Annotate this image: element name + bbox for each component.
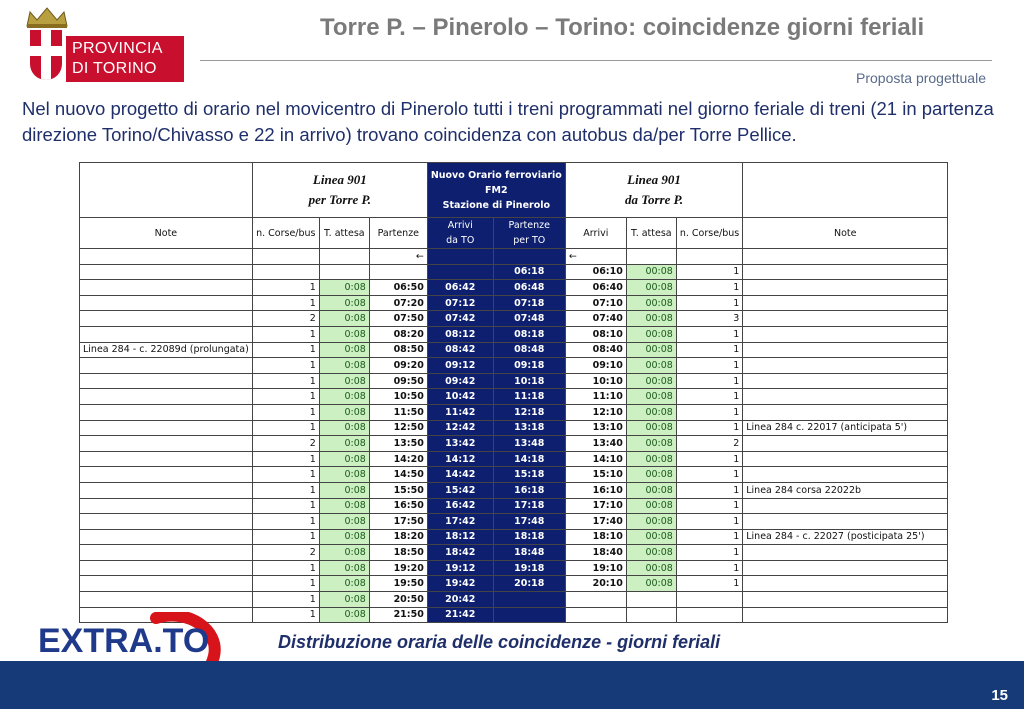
shield-icon <box>30 30 62 80</box>
table-cell: 1 <box>252 529 319 545</box>
table-cell: 1 <box>676 560 742 576</box>
table-cell: 1 <box>676 482 742 498</box>
table-cell <box>80 529 253 545</box>
table-cell: 15:42 <box>427 482 493 498</box>
table-cell <box>493 607 565 623</box>
table-row <box>80 482 948 498</box>
table-cell: 1 <box>252 592 319 608</box>
table-cell: 08:10 <box>565 326 626 342</box>
table-cell: 17:18 <box>493 498 565 514</box>
table-row <box>80 280 948 296</box>
table-cell: 19:18 <box>493 560 565 576</box>
intro-paragraph: Nel nuovo progetto di orario nel movicentro di Pinerolo tutti i treni programmati nel giorno feriale di treni (21 in partenza direzione Torino/Chivasso e 22 in arrivo) trovano coincidenza con autobus da/per Torre Pellice. <box>22 98 994 145</box>
table-cell: 14:12 <box>427 451 493 467</box>
table-cell: 00:08 <box>626 295 676 311</box>
group-linea901-per: Linea 901 per Torre P. <box>252 163 427 218</box>
table-cell: 1 <box>676 280 742 296</box>
table-cell: 0:08 <box>319 498 369 514</box>
table-cell: 00:08 <box>626 420 676 436</box>
table-cell: 1 <box>676 498 742 514</box>
table-cell <box>743 560 948 576</box>
table-cell <box>80 592 253 608</box>
table-cell: 1 <box>252 358 319 374</box>
table-row <box>80 560 948 576</box>
table-cell: 0:08 <box>319 451 369 467</box>
table-cell <box>80 560 253 576</box>
table-cell: 1 <box>252 295 319 311</box>
table-cell: 1 <box>252 514 319 530</box>
table-cell: 0:08 <box>319 420 369 436</box>
table-cell <box>427 264 493 280</box>
table-cell: 16:18 <box>493 482 565 498</box>
group-orario-ferroviario: Nuovo Orario ferroviario FM2 Stazione di Pinerolo <box>427 163 565 218</box>
table-cell <box>676 607 742 623</box>
crown-icon <box>24 6 70 28</box>
table-cell: 0:08 <box>319 514 369 530</box>
table-cell: 1 <box>252 404 319 420</box>
table-cell: 16:42 <box>427 498 493 514</box>
table-cell: 11:10 <box>565 389 626 405</box>
table-cell: 0:08 <box>319 311 369 327</box>
table-cell: 00:08 <box>626 498 676 514</box>
table-cell: 1 <box>676 342 742 358</box>
table-row <box>80 311 948 327</box>
table-cell: 12:18 <box>493 404 565 420</box>
table-cell <box>743 576 948 592</box>
table-cell: 0:08 <box>319 373 369 389</box>
table-cell <box>80 498 253 514</box>
table-cell: 19:20 <box>369 560 427 576</box>
arrow-right-icon: ← <box>565 249 626 265</box>
table-cell: 1 <box>676 420 742 436</box>
table-cell <box>743 311 948 327</box>
table-cell <box>80 467 253 483</box>
table-cell: 1 <box>252 482 319 498</box>
table-cell: 1 <box>676 373 742 389</box>
table-cell: 18:18 <box>493 529 565 545</box>
table-cell: 17:50 <box>369 514 427 530</box>
table-row <box>80 498 948 514</box>
table-cell: 1 <box>252 576 319 592</box>
table-cell: 00:08 <box>626 389 676 405</box>
table-cell: 07:12 <box>427 295 493 311</box>
table-cell: 21:50 <box>369 607 427 623</box>
table-cell <box>743 545 948 561</box>
table-row <box>80 373 948 389</box>
col-corse-right: n. Corse/bus <box>676 218 742 249</box>
table-cell: 0:08 <box>319 560 369 576</box>
table-cell: 14:42 <box>427 467 493 483</box>
table-cell: 09:50 <box>369 373 427 389</box>
table-cell: 10:42 <box>427 389 493 405</box>
table-cell: 21:42 <box>427 607 493 623</box>
table-row <box>80 295 948 311</box>
table-cell: 14:10 <box>565 451 626 467</box>
table-cell: 13:40 <box>565 436 626 452</box>
table-row <box>80 576 948 592</box>
provincia-logo-text: PROVINCIA DI TORINO <box>66 36 184 82</box>
table-cell <box>743 436 948 452</box>
footer-caption: Distribuzione oraria delle coincidenze - giorni feriali <box>278 632 721 652</box>
table-cell: 08:48 <box>493 342 565 358</box>
table-cell: Linea 284 c. 22017 (anticipata 5') <box>743 420 948 436</box>
table-cell: 0:08 <box>319 545 369 561</box>
table-cell: 0:08 <box>319 592 369 608</box>
page-title: Torre P. – Pinerolo – Torino: coincidenze giorni feriali <box>320 14 925 41</box>
table-cell: 00:08 <box>626 560 676 576</box>
table-cell: Linea 284 - c. 22027 (posticipata 25') <box>743 529 948 545</box>
table-cell: 08:12 <box>427 326 493 342</box>
table-cell: 2 <box>252 436 319 452</box>
table-cell <box>743 280 948 296</box>
arrow-left-icon: ← <box>369 249 427 265</box>
table-cell: 00:08 <box>626 576 676 592</box>
table-cell <box>80 295 253 311</box>
table-cell <box>743 373 948 389</box>
table-cell: 00:08 <box>626 311 676 327</box>
table-cell: Linea 284 - c. 22089d (prolungata) <box>80 342 253 358</box>
table-cell <box>369 264 427 280</box>
table-cell: 13:10 <box>565 420 626 436</box>
table-cell: 06:10 <box>565 264 626 280</box>
table-cell: 00:08 <box>626 342 676 358</box>
table-cell <box>80 514 253 530</box>
table-cell: 19:10 <box>565 560 626 576</box>
table-cell: 00:08 <box>626 404 676 420</box>
timetable <box>79 162 948 623</box>
table-row <box>80 529 948 545</box>
extra-to-logo-text: EXTRA.TO <box>38 622 210 660</box>
table-cell: 1 <box>252 467 319 483</box>
table-cell <box>80 264 253 280</box>
table-cell: 0:08 <box>319 342 369 358</box>
table-cell <box>743 326 948 342</box>
col-partenze-to: Partenze per TO <box>493 218 565 249</box>
table-cell: 0:08 <box>319 607 369 623</box>
table-cell: 1 <box>676 326 742 342</box>
table-cell: 17:48 <box>493 514 565 530</box>
table-cell: 17:10 <box>565 498 626 514</box>
table-cell: 00:08 <box>626 358 676 374</box>
table-cell: 00:08 <box>626 482 676 498</box>
table-cell: 08:20 <box>369 326 427 342</box>
col-note-left: Note <box>80 218 253 249</box>
table-cell: 1 <box>252 280 319 296</box>
table-cell: 08:42 <box>427 342 493 358</box>
table-cell: 10:18 <box>493 373 565 389</box>
table-cell: 17:40 <box>565 514 626 530</box>
header-blank-left <box>80 163 253 218</box>
table-cell: 00:08 <box>626 326 676 342</box>
table-cell: 12:42 <box>427 420 493 436</box>
table-cell <box>565 592 626 608</box>
table-cell: 09:18 <box>493 358 565 374</box>
table-cell: 2 <box>676 436 742 452</box>
table-cell: 16:50 <box>369 498 427 514</box>
table-cell: 0:08 <box>319 529 369 545</box>
table-cell: Linea 284 corsa 22022b <box>743 482 948 498</box>
table-cell <box>626 607 676 623</box>
table-cell: 12:50 <box>369 420 427 436</box>
table-cell: 14:18 <box>493 451 565 467</box>
table-row <box>80 436 948 452</box>
col-attesa-right: T. attesa <box>626 218 676 249</box>
table-cell: 19:42 <box>427 576 493 592</box>
table-cell: 1 <box>252 326 319 342</box>
header-blank-right <box>743 163 948 218</box>
table-cell: 1 <box>252 373 319 389</box>
footer-bar <box>0 661 1024 709</box>
table-cell: 19:50 <box>369 576 427 592</box>
table-cell <box>80 311 253 327</box>
table-cell: 00:08 <box>626 264 676 280</box>
table-cell: 00:08 <box>626 436 676 452</box>
table-row <box>80 545 948 561</box>
table-cell: 14:50 <box>369 467 427 483</box>
table-cell <box>80 404 253 420</box>
table-cell <box>743 264 948 280</box>
table-row <box>80 514 948 530</box>
table-cell <box>743 342 948 358</box>
table-cell: 18:10 <box>565 529 626 545</box>
table-cell: 12:10 <box>565 404 626 420</box>
table-cell <box>80 373 253 389</box>
table-cell: 13:50 <box>369 436 427 452</box>
table-cell: 11:18 <box>493 389 565 405</box>
table-cell: 0:08 <box>319 467 369 483</box>
col-arrivi-right: Arrivi <box>565 218 626 249</box>
table-cell: 06:40 <box>565 280 626 296</box>
table-cell: 1 <box>676 529 742 545</box>
table-cell: 1 <box>676 514 742 530</box>
page-number: 15 <box>991 687 1008 704</box>
table-cell: 15:50 <box>369 482 427 498</box>
subtitle: Proposta progettuale <box>856 70 986 86</box>
table-cell: 0:08 <box>319 326 369 342</box>
table-cell <box>743 389 948 405</box>
table-cell: 1 <box>252 451 319 467</box>
table-cell <box>80 326 253 342</box>
table-cell <box>493 592 565 608</box>
table-cell <box>743 467 948 483</box>
table-row <box>80 326 948 342</box>
table-cell: 20:50 <box>369 592 427 608</box>
table-cell: 1 <box>676 576 742 592</box>
table-cell: 08:50 <box>369 342 427 358</box>
table-cell <box>80 576 253 592</box>
table-cell: 1 <box>676 467 742 483</box>
table-cell <box>80 545 253 561</box>
table-cell: 11:42 <box>427 404 493 420</box>
table-cell <box>252 264 319 280</box>
table-cell: 1 <box>676 404 742 420</box>
table-cell <box>743 514 948 530</box>
table-cell: 07:42 <box>427 311 493 327</box>
table-cell <box>80 482 253 498</box>
col-attesa-left: T. attesa <box>319 218 369 249</box>
table-cell: 1 <box>252 560 319 576</box>
table-cell: 00:08 <box>626 529 676 545</box>
table-cell: 3 <box>676 311 742 327</box>
table-cell: 07:18 <box>493 295 565 311</box>
table-cell <box>565 607 626 623</box>
provincia-logo <box>22 6 186 82</box>
table-row <box>80 467 948 483</box>
table-row <box>80 264 948 280</box>
table-cell: 1 <box>676 295 742 311</box>
table-cell: 1 <box>676 358 742 374</box>
table-cell: 00:08 <box>626 280 676 296</box>
table-cell: 20:42 <box>427 592 493 608</box>
table-cell: 0:08 <box>319 295 369 311</box>
table-cell: 11:50 <box>369 404 427 420</box>
table-cell: 00:08 <box>626 545 676 561</box>
table-cell <box>743 607 948 623</box>
table-cell: 00:08 <box>626 514 676 530</box>
table-cell <box>626 592 676 608</box>
table-row <box>80 342 948 358</box>
table-cell: 07:48 <box>493 311 565 327</box>
table-row <box>80 404 948 420</box>
table-cell: 13:18 <box>493 420 565 436</box>
table-cell: 0:08 <box>319 358 369 374</box>
table-cell: 0:08 <box>319 576 369 592</box>
table-cell: 16:10 <box>565 482 626 498</box>
table-row <box>80 451 948 467</box>
table-cell: 1 <box>252 607 319 623</box>
table-cell: 09:20 <box>369 358 427 374</box>
col-partenze-left: Partenze <box>369 218 427 249</box>
table-cell: 06:48 <box>493 280 565 296</box>
table-cell: 00:08 <box>626 451 676 467</box>
table-cell <box>743 295 948 311</box>
col-note-right: Note <box>743 218 948 249</box>
title-divider <box>200 60 992 61</box>
table-cell: 1 <box>252 420 319 436</box>
table-cell: 09:10 <box>565 358 626 374</box>
table-cell: 0:08 <box>319 404 369 420</box>
table-cell: 00:08 <box>626 467 676 483</box>
table-cell: 06:50 <box>369 280 427 296</box>
table-cell: 1 <box>676 389 742 405</box>
table-cell <box>80 420 253 436</box>
table-cell: 14:20 <box>369 451 427 467</box>
table-cell <box>80 436 253 452</box>
table-row <box>80 358 948 374</box>
table-cell: 09:12 <box>427 358 493 374</box>
table-cell: 13:48 <box>493 436 565 452</box>
table-cell: 13:42 <box>427 436 493 452</box>
group-linea901-da: Linea 901 da Torre P. <box>565 163 742 218</box>
col-arrivi-to: Arrivi da TO <box>427 218 493 249</box>
table-cell: 0:08 <box>319 436 369 452</box>
table-cell: 18:20 <box>369 529 427 545</box>
table-cell <box>80 358 253 374</box>
table-cell: 1 <box>252 498 319 514</box>
table-cell: 10:50 <box>369 389 427 405</box>
table-cell: 06:18 <box>493 264 565 280</box>
table-cell: 0:08 <box>319 482 369 498</box>
table-cell: 08:18 <box>493 326 565 342</box>
table-cell: 1 <box>676 264 742 280</box>
col-corse-left: n. Corse/bus <box>252 218 319 249</box>
table-cell: 10:10 <box>565 373 626 389</box>
table-cell <box>743 404 948 420</box>
table-cell: 07:10 <box>565 295 626 311</box>
table-cell: 18:50 <box>369 545 427 561</box>
table-cell: 18:40 <box>565 545 626 561</box>
table-row <box>80 592 948 608</box>
table-cell: 06:42 <box>427 280 493 296</box>
table-cell: 0:08 <box>319 389 369 405</box>
table-cell: 00:08 <box>626 373 676 389</box>
timetable-body <box>80 264 948 623</box>
table-cell <box>319 264 369 280</box>
table-cell: 18:12 <box>427 529 493 545</box>
table-cell <box>80 451 253 467</box>
table-cell: 20:18 <box>493 576 565 592</box>
table-cell: 2 <box>252 311 319 327</box>
table-cell: 15:18 <box>493 467 565 483</box>
table-cell: 07:40 <box>565 311 626 327</box>
table-cell: 0:08 <box>319 280 369 296</box>
table-cell <box>80 280 253 296</box>
table-cell: 18:42 <box>427 545 493 561</box>
table-cell <box>743 358 948 374</box>
table-cell <box>743 592 948 608</box>
table-cell: 1 <box>676 451 742 467</box>
table-cell: 17:42 <box>427 514 493 530</box>
table-cell: 19:12 <box>427 560 493 576</box>
table-cell: 1 <box>676 545 742 561</box>
table-cell: 1 <box>252 342 319 358</box>
table-cell: 18:48 <box>493 545 565 561</box>
table-row <box>80 389 948 405</box>
table-row <box>80 420 948 436</box>
table-cell <box>743 498 948 514</box>
table-cell: 07:20 <box>369 295 427 311</box>
table-cell <box>743 451 948 467</box>
table-cell: 15:10 <box>565 467 626 483</box>
table-cell <box>80 389 253 405</box>
table-cell: 09:42 <box>427 373 493 389</box>
table-cell: 1 <box>252 389 319 405</box>
table-cell <box>676 592 742 608</box>
table-cell: 2 <box>252 545 319 561</box>
table-cell: 20:10 <box>565 576 626 592</box>
table-cell: 08:40 <box>565 342 626 358</box>
table-cell: 07:50 <box>369 311 427 327</box>
